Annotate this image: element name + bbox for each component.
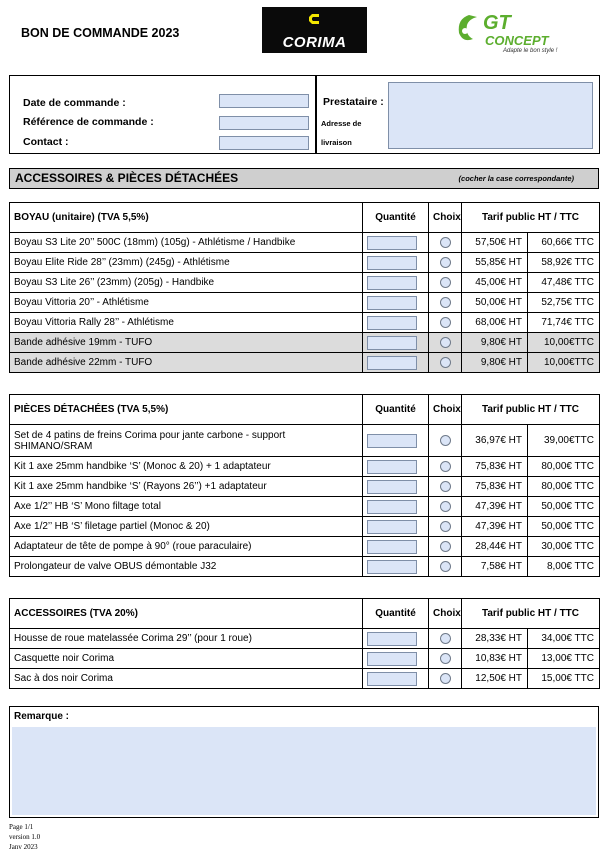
- quantity-input[interactable]: [367, 540, 417, 554]
- quantity-cell: [363, 497, 429, 517]
- price-ttc: 10,00€TTC: [528, 333, 600, 353]
- choice-radio[interactable]: [440, 257, 451, 268]
- choice-radio[interactable]: [440, 481, 451, 492]
- quantity-cell: [363, 353, 429, 373]
- price-ttc: 50,00€ TTC: [528, 517, 600, 537]
- quantity-cell: [363, 425, 429, 457]
- corima-logo-text: CORIMA: [282, 34, 347, 51]
- footer-page: Page 1/1: [9, 823, 34, 831]
- contact-field[interactable]: [219, 136, 309, 150]
- product-table: [9, 598, 600, 689]
- product-label: Prolongateur de valve OBUS démontable J32: [10, 557, 363, 577]
- choice-cell: [429, 253, 462, 273]
- choice-cell: [429, 293, 462, 313]
- quantity-cell: [363, 629, 429, 649]
- footer: [9, 822, 40, 852]
- quantity-cell: [363, 457, 429, 477]
- quantity-input[interactable]: [367, 434, 417, 448]
- choice-cell: [429, 457, 462, 477]
- quantity-input[interactable]: [367, 460, 417, 474]
- choice-cell: [429, 497, 462, 517]
- price-ht: 47,39€ HT: [462, 497, 528, 517]
- product-label: Kit 1 axe 25mm handbike ‘S’ (Rayons 26’’) +1 adaptateur: [10, 477, 363, 497]
- section-note: (cocher la case correspondante): [458, 174, 574, 183]
- product-label: Set de 4 patins de freins Corima pour jante carbone - support SHIMANO/SRAM: [10, 425, 363, 457]
- gt-slogan: Adapte le bon style !: [503, 48, 558, 54]
- quantity-input[interactable]: [367, 520, 417, 534]
- price-ttc: 34,00€ TTC: [528, 629, 600, 649]
- quantity-input[interactable]: [367, 256, 417, 270]
- price-ttc: 52,75€ TTC: [528, 293, 600, 313]
- choice-radio[interactable]: [440, 435, 451, 446]
- quantity-cell: [363, 273, 429, 293]
- price-ttc: 15,00€ TTC: [528, 669, 600, 689]
- choice-radio[interactable]: [440, 541, 451, 552]
- price-ht: 28,33€ HT: [462, 629, 528, 649]
- order-info-box: [9, 75, 316, 154]
- choice-cell: [429, 233, 462, 253]
- quantity-cell: [363, 649, 429, 669]
- quantity-input[interactable]: [367, 480, 417, 494]
- contact-label: Contact :: [23, 136, 69, 148]
- table-row: [10, 629, 600, 649]
- product-label: Boyau Vittoria Rally 28’’ - Athlétisme: [10, 313, 363, 333]
- corima-logo: [262, 7, 367, 53]
- price-ttc: 58,92€ TTC: [528, 253, 600, 273]
- quantity-input[interactable]: [367, 500, 417, 514]
- product-label: Boyau Elite Ride 28’’ (23mm) (245g) - Athlétisme: [10, 253, 363, 273]
- choice-cell: [429, 557, 462, 577]
- product-label: Adaptateur de tête de pompe à 90° (roue paraculaire): [10, 537, 363, 557]
- product-label: Boyau S3 Lite 20’’ 500C (18mm) (105g) - Athlétisme / Handbike: [10, 233, 363, 253]
- table-row: [10, 353, 600, 373]
- choice-radio[interactable]: [440, 521, 451, 532]
- remark-field[interactable]: [12, 727, 596, 815]
- quantity-cell: [363, 477, 429, 497]
- choice-cell: [429, 313, 462, 333]
- price-ht: 10,83€ HT: [462, 649, 528, 669]
- gt-concept-logo: [455, 9, 580, 59]
- table-row: [10, 477, 600, 497]
- choice-cell: [429, 629, 462, 649]
- price-ht: 75,83€ HT: [462, 477, 528, 497]
- table-row: [10, 333, 600, 353]
- choice-radio[interactable]: [440, 317, 451, 328]
- quantity-cell: [363, 253, 429, 273]
- price-ht: 9,80€ HT: [462, 353, 528, 373]
- table-row: [10, 313, 600, 333]
- footer-date: Janv 2023: [9, 843, 38, 851]
- price-ht: 12,50€ HT: [462, 669, 528, 689]
- quantity-input[interactable]: [367, 672, 417, 686]
- footer-version: version 1.0: [9, 833, 41, 841]
- choice-cell: [429, 649, 462, 669]
- prestataire-address-field[interactable]: [388, 82, 593, 149]
- quantity-input[interactable]: [367, 632, 417, 646]
- price-ttc: 80,00€ TTC: [528, 477, 600, 497]
- page-title: BON DE COMMANDE 2023: [21, 26, 180, 40]
- table-row: [10, 273, 600, 293]
- price-ttc: 80,00€ TTC: [528, 457, 600, 477]
- prestataire-box: [316, 75, 600, 154]
- table-header-title: PIÈCES DÉTACHÉES (TVA 5,5%): [10, 395, 363, 425]
- price-ht: 55,85€ HT: [462, 253, 528, 273]
- choice-radio[interactable]: [440, 561, 451, 572]
- section-header: [9, 168, 599, 189]
- date-label: Date de commande :: [23, 97, 126, 109]
- choice-cell: [429, 517, 462, 537]
- quantity-input[interactable]: [367, 276, 417, 290]
- product-label: Housse de roue matelassée Corima 29’’ (pour 1 roue): [10, 629, 363, 649]
- quantity-cell: [363, 537, 429, 557]
- price-ttc: 13,00€ TTC: [528, 649, 600, 669]
- svg-text:GT: GT: [483, 12, 511, 34]
- choice-radio[interactable]: [440, 357, 451, 368]
- quantity-input[interactable]: [367, 336, 417, 350]
- column-price: Tarif public HT / TTC: [462, 203, 600, 233]
- table-row: [10, 425, 600, 457]
- quantity-cell: [363, 293, 429, 313]
- choice-cell: [429, 669, 462, 689]
- column-quantity: Quantité: [363, 395, 429, 425]
- corima-c-icon: [307, 12, 321, 26]
- product-label: Kit 1 axe 25mm handbike ‘S’ (Monoc & 20) + 1 adaptateur: [10, 457, 363, 477]
- quantity-input[interactable]: [367, 236, 417, 250]
- table-row: [10, 649, 600, 669]
- table-row: [10, 557, 600, 577]
- gt-concept-logo-graphic: [455, 9, 580, 49]
- price-ht: 36,97€ HT: [462, 425, 528, 457]
- price-ttc: 39,00€TTC: [528, 425, 600, 457]
- table-row: [10, 233, 600, 253]
- choice-cell: [429, 273, 462, 293]
- choice-radio[interactable]: [440, 633, 451, 644]
- table-row: [10, 253, 600, 273]
- table-header-row: [10, 395, 600, 425]
- product-label: Sac à dos noir Corima: [10, 669, 363, 689]
- product-label: Bande adhésive 22mm - TUFO: [10, 353, 363, 373]
- quantity-input[interactable]: [367, 316, 417, 330]
- price-ht: 50,00€ HT: [462, 293, 528, 313]
- price-ttc: 47,48€ TTC: [528, 273, 600, 293]
- quantity-cell: [363, 557, 429, 577]
- product-table: [9, 202, 600, 373]
- choice-radio[interactable]: [440, 501, 451, 512]
- section-title: ACCESSOIRES & PIÈCES DÉTACHÉES: [15, 171, 239, 185]
- choice-radio[interactable]: [440, 277, 451, 288]
- column-quantity: Quantité: [363, 599, 429, 629]
- price-ttc: 50,00€ TTC: [528, 497, 600, 517]
- remark-label: Remarque :: [14, 711, 70, 722]
- column-price: Tarif public HT / TTC: [462, 395, 600, 425]
- reference-label: Référence de commande :: [23, 116, 154, 128]
- choice-radio[interactable]: [440, 237, 451, 248]
- reference-field[interactable]: [219, 116, 309, 130]
- price-ht: 68,00€ HT: [462, 313, 528, 333]
- product-label: Boyau Vittoria 20’’ - Athlétisme: [10, 293, 363, 313]
- quantity-input[interactable]: [367, 560, 417, 574]
- table-header-title: ACCESSOIRES (TVA 20%): [10, 599, 363, 629]
- choice-radio[interactable]: [440, 673, 451, 684]
- column-choice: Choix: [429, 599, 462, 629]
- price-ttc: 60,66€ TTC: [528, 233, 600, 253]
- quantity-input[interactable]: [367, 356, 417, 370]
- price-ht: 9,80€ HT: [462, 333, 528, 353]
- choice-cell: [429, 333, 462, 353]
- product-label: Axe 1/2’’ HB ‘S’ filetage partiel (Monoc & 20): [10, 517, 363, 537]
- choice-radio[interactable]: [440, 653, 451, 664]
- price-ht: 47,39€ HT: [462, 517, 528, 537]
- quantity-cell: [363, 333, 429, 353]
- choice-radio[interactable]: [440, 297, 451, 308]
- quantity-cell: [363, 313, 429, 333]
- price-ht: 57,50€ HT: [462, 233, 528, 253]
- product-table: [9, 394, 600, 577]
- remark-box: [9, 706, 599, 818]
- quantity-input[interactable]: [367, 296, 417, 310]
- column-choice: Choix: [429, 395, 462, 425]
- price-ht: 45,00€ HT: [462, 273, 528, 293]
- choice-cell: [429, 537, 462, 557]
- quantity-cell: [363, 669, 429, 689]
- column-choice: Choix: [429, 203, 462, 233]
- table-row: [10, 457, 600, 477]
- product-label: Bande adhésive 19mm - TUFO: [10, 333, 363, 353]
- quantity-input[interactable]: [367, 652, 417, 666]
- table-row: [10, 497, 600, 517]
- table-header-row: [10, 599, 600, 629]
- table-header-title: BOYAU (unitaire) (TVA 5,5%): [10, 203, 363, 233]
- table-row: [10, 293, 600, 313]
- column-price: Tarif public HT / TTC: [462, 599, 600, 629]
- table-row: [10, 669, 600, 689]
- price-ht: 28,44€ HT: [462, 537, 528, 557]
- product-label: Boyau S3 Lite 26’’ (23mm) (205g) - Handbike: [10, 273, 363, 293]
- date-field[interactable]: [219, 94, 309, 108]
- column-quantity: Quantité: [363, 203, 429, 233]
- svg-text:CONCEPT: CONCEPT: [485, 33, 549, 48]
- livraison-label: livraison: [321, 138, 352, 147]
- choice-radio[interactable]: [440, 461, 451, 472]
- price-ht: 7,58€ HT: [462, 557, 528, 577]
- price-ttc: 10,00€TTC: [528, 353, 600, 373]
- price-ttc: 71,74€ TTC: [528, 313, 600, 333]
- table-row: [10, 517, 600, 537]
- quantity-cell: [363, 517, 429, 537]
- choice-cell: [429, 477, 462, 497]
- choice-cell: [429, 425, 462, 457]
- choice-cell: [429, 353, 462, 373]
- choice-radio[interactable]: [440, 337, 451, 348]
- table-header-row: [10, 203, 600, 233]
- product-label: Casquette noir Corima: [10, 649, 363, 669]
- table-row: [10, 537, 600, 557]
- quantity-cell: [363, 233, 429, 253]
- prestataire-label: Prestataire :: [323, 96, 384, 108]
- product-label: Axe 1/2’’ HB ‘S’ Mono filtage total: [10, 497, 363, 517]
- price-ttc: 8,00€ TTC: [528, 557, 600, 577]
- price-ttc: 30,00€ TTC: [528, 537, 600, 557]
- price-ht: 75,83€ HT: [462, 457, 528, 477]
- adresse-label: Adresse de: [321, 119, 362, 128]
